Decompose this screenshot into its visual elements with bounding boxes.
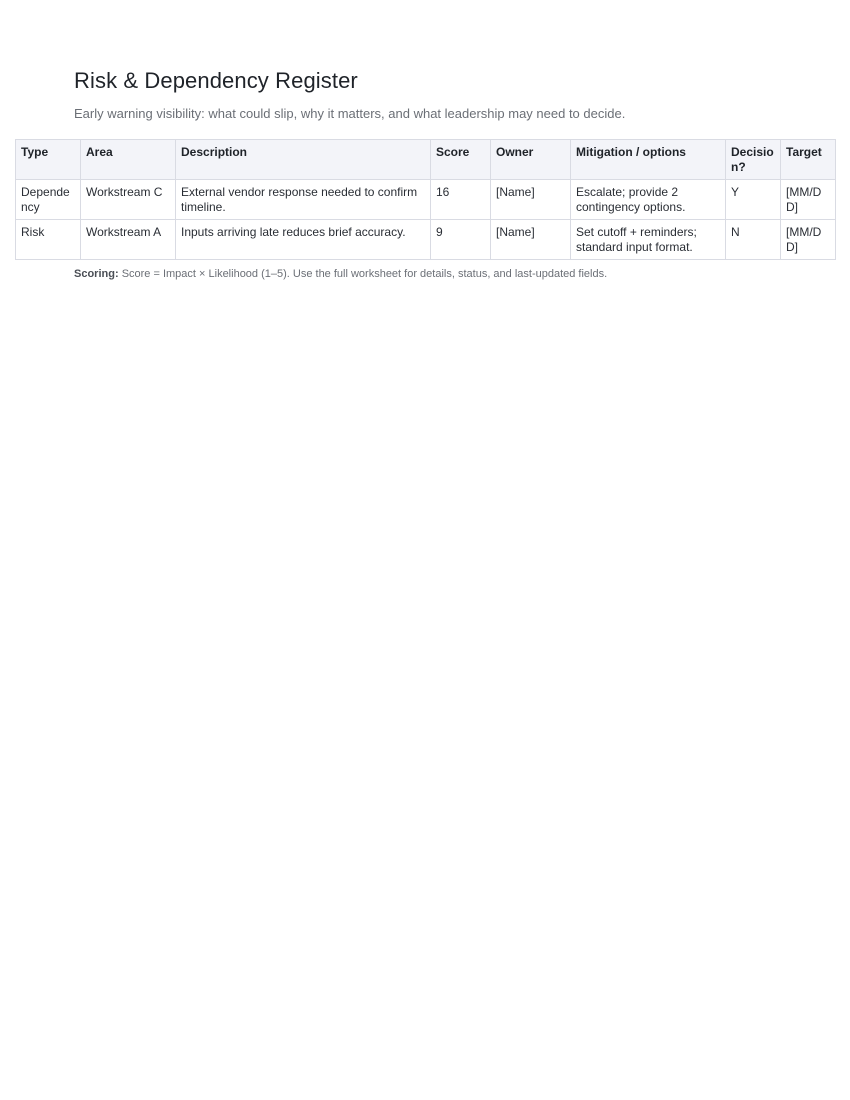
scoring-note (74, 268, 607, 280)
column-header-description: Description (176, 140, 431, 180)
scoring-text: Score = Impact × Likelihood (1–5). Use the full worksheet for details, status, and last-updated fields. (121, 268, 608, 280)
cell-target: [MM/DD] (781, 180, 836, 220)
cell-decision: Y (726, 180, 781, 220)
cell-type: Dependency (16, 180, 81, 220)
cell-description: Inputs arriving late reduces brief accuracy. (176, 220, 431, 260)
cell-area: Workstream A (81, 220, 176, 260)
table-row (16, 180, 836, 220)
column-header-decision: Decision? (726, 140, 781, 180)
scoring-label: Scoring: (74, 268, 119, 280)
column-header-target: Target (781, 140, 836, 180)
cell-mitigation: Escalate; provide 2 contingency options. (571, 180, 726, 220)
column-header-mitigation: Mitigation / options (571, 140, 726, 180)
column-header-owner: Owner (491, 140, 571, 180)
column-header-type: Type (16, 140, 81, 180)
cell-score: 9 (431, 220, 491, 260)
cell-area: Workstream C (81, 180, 176, 220)
risk-dependency-table (15, 139, 836, 260)
table-row (16, 220, 836, 260)
cell-score: 16 (431, 180, 491, 220)
cell-owner: [Name] (491, 220, 571, 260)
column-header-area: Area (81, 140, 176, 180)
cell-mitigation: Set cutoff + reminders; standard input format. (571, 220, 726, 260)
cell-type: Risk (16, 220, 81, 260)
table-header-row (16, 140, 836, 180)
cell-description: External vendor response needed to confirm timeline. (176, 180, 431, 220)
cell-target: [MM/DD] (781, 220, 836, 260)
cell-decision: N (726, 220, 781, 260)
cell-owner: [Name] (491, 180, 571, 220)
page-subtitle: Early warning visibility: what could slip, why it matters, and what leadership may need to decide. (74, 106, 626, 121)
column-header-score: Score (431, 140, 491, 180)
page-title: Risk & Dependency Register (74, 68, 358, 93)
